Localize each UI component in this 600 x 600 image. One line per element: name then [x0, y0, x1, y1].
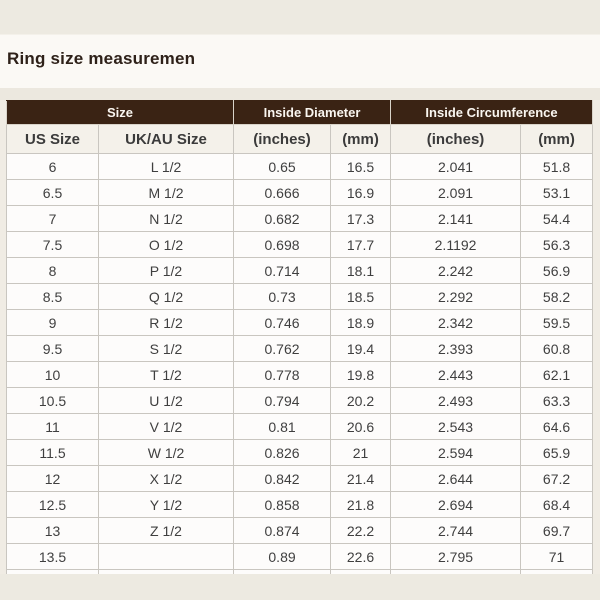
table-cell: 58.2: [521, 284, 593, 310]
table-cell: 2.292: [391, 284, 521, 310]
table-cell: 21: [331, 440, 391, 466]
table-cell: Q 1/2: [99, 284, 234, 310]
table-cell: 0.666: [234, 180, 331, 206]
table-cell: 0.842: [234, 466, 331, 492]
table-body: [7, 154, 593, 596]
table-cell: 16.5: [331, 154, 391, 180]
table-cell: 65.9: [521, 440, 593, 466]
table-cell: 7: [7, 206, 99, 232]
table-cell: M 1/2: [99, 180, 234, 206]
table-cell: 0.65: [234, 154, 331, 180]
table-cell: 0.714: [234, 258, 331, 284]
table-cell: S 1/2: [99, 336, 234, 362]
table-row: [7, 180, 593, 206]
table-cell: 13: [7, 518, 99, 544]
table-cell: 10: [7, 362, 99, 388]
table-cell: 12.5: [7, 492, 99, 518]
table-cell: 0.73: [234, 284, 331, 310]
table-cell: X 1/2: [99, 466, 234, 492]
table-row: [7, 310, 593, 336]
table-cell: 2.242: [391, 258, 521, 284]
table-cell: 16.9: [331, 180, 391, 206]
table-cell: 19.8: [331, 362, 391, 388]
title-strip: [0, 34, 600, 89]
table-cell: 6: [7, 154, 99, 180]
table-cell: 21.8: [331, 492, 391, 518]
table-cell: 2.443: [391, 362, 521, 388]
table-row: [7, 518, 593, 544]
table-row: [7, 232, 593, 258]
table-cell: 0.81: [234, 414, 331, 440]
table-row: [7, 284, 593, 310]
table-cell: 19.4: [331, 336, 391, 362]
table-cell: 2.795: [391, 544, 521, 570]
table-cell: 0.682: [234, 206, 331, 232]
table-cell: 71: [521, 544, 593, 570]
table-cell: 8.5: [7, 284, 99, 310]
table-row: [7, 206, 593, 232]
table-cell: 9.5: [7, 336, 99, 362]
table-cell: 17.7: [331, 232, 391, 258]
table-cell: 18.9: [331, 310, 391, 336]
table-cell: W 1/2: [99, 440, 234, 466]
table-cell: 8: [7, 258, 99, 284]
table-cell: L 1/2: [99, 154, 234, 180]
table-cell: 11.5: [7, 440, 99, 466]
table-cell: 2.393: [391, 336, 521, 362]
column-header-circumference-mm: (mm): [521, 125, 593, 154]
table-row: [7, 544, 593, 570]
table-cell: 9: [7, 310, 99, 336]
table-cell: 0.874: [234, 518, 331, 544]
table-cell: 63.3: [521, 388, 593, 414]
table-cell: 2.543: [391, 414, 521, 440]
table-cell: 18.1: [331, 258, 391, 284]
table-cell: 0.794: [234, 388, 331, 414]
table-cell: V 1/2: [99, 414, 234, 440]
table-cell: 2.141: [391, 206, 521, 232]
column-header-uk-au-size: UK/AU Size: [99, 125, 234, 154]
table-row: [7, 440, 593, 466]
table-cell: 0.826: [234, 440, 331, 466]
table-cell: 6.5: [7, 180, 99, 206]
table-cell: 53.1: [521, 180, 593, 206]
table-cell: 22.6: [331, 544, 391, 570]
table-cell: 13.5: [7, 544, 99, 570]
bottom-band: [0, 574, 600, 600]
table-cell: Z 1/2: [99, 518, 234, 544]
page-title: Ring size measuremen: [7, 49, 196, 68]
column-header-us-size: US Size: [7, 125, 99, 154]
table-cell: 2.041: [391, 154, 521, 180]
table-cell: 2.694: [391, 492, 521, 518]
table-row: [7, 466, 593, 492]
column-header-diameter-mm: (mm): [331, 125, 391, 154]
table-cell: 0.762: [234, 336, 331, 362]
table-cell: 2.493: [391, 388, 521, 414]
group-header-size: Size: [7, 101, 234, 125]
table-cell: 69.7: [521, 518, 593, 544]
table-cell: U 1/2: [99, 388, 234, 414]
table-row: [7, 414, 593, 440]
table-cell: 11: [7, 414, 99, 440]
table-cell: 10.5: [7, 388, 99, 414]
column-header-diameter-inches: (inches): [234, 125, 331, 154]
table-cell: 0.89: [234, 544, 331, 570]
table-cell: N 1/2: [99, 206, 234, 232]
table-cell: 12: [7, 466, 99, 492]
table-cell: 17.3: [331, 206, 391, 232]
table-row: [7, 154, 593, 180]
top-band: [0, 0, 600, 34]
table-cell: 21.4: [331, 466, 391, 492]
table-cell: T 1/2: [99, 362, 234, 388]
table-cell: 67.2: [521, 466, 593, 492]
table-cell: 60.8: [521, 336, 593, 362]
mid-band: [0, 88, 600, 100]
table-cell: 2.744: [391, 518, 521, 544]
table-cell: 22.2: [331, 518, 391, 544]
table-cell: 0.746: [234, 310, 331, 336]
table-cell: Y 1/2: [99, 492, 234, 518]
table-cell: 62.1: [521, 362, 593, 388]
table-cell: 51.8: [521, 154, 593, 180]
group-header-inside-circumference: Inside Circumference: [391, 101, 593, 125]
group-header-row: [7, 101, 593, 125]
table-cell: 68.4: [521, 492, 593, 518]
table-cell: 20.6: [331, 414, 391, 440]
table-row: [7, 336, 593, 362]
table-row: [7, 362, 593, 388]
table-cell: 7.5: [7, 232, 99, 258]
table-cell: 0.858: [234, 492, 331, 518]
table-cell: 56.3: [521, 232, 593, 258]
table-cell: 0.778: [234, 362, 331, 388]
table-cell: 18.5: [331, 284, 391, 310]
column-header-circumference-inches: (inches): [391, 125, 521, 154]
table-cell: 2.644: [391, 466, 521, 492]
table-cell: 54.4: [521, 206, 593, 232]
table-row: [7, 258, 593, 284]
column-header-row: [7, 125, 593, 154]
table-row: [7, 492, 593, 518]
table-cell: 20.2: [331, 388, 391, 414]
table-cell: 2.342: [391, 310, 521, 336]
table-cell: 2.1192: [391, 232, 521, 258]
table-cell: P 1/2: [99, 258, 234, 284]
table-cell: 2.091: [391, 180, 521, 206]
group-header-inside-diameter: Inside Diameter: [234, 101, 391, 125]
table-cell: 2.594: [391, 440, 521, 466]
table-cell: O 1/2: [99, 232, 234, 258]
table-cell: 56.9: [521, 258, 593, 284]
table-cell: [99, 544, 234, 570]
table-cell: 64.6: [521, 414, 593, 440]
table-cell: 59.5: [521, 310, 593, 336]
table-cell: 0.698: [234, 232, 331, 258]
table-cell: R 1/2: [99, 310, 234, 336]
ring-size-table: [6, 100, 593, 596]
table-row: [7, 388, 593, 414]
